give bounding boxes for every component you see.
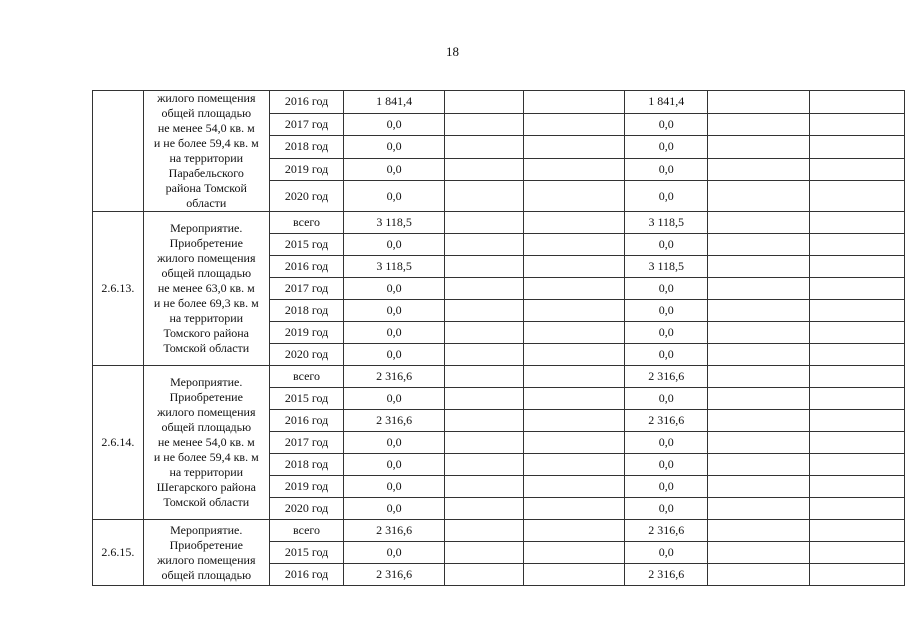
description-line: жилого помещения bbox=[157, 552, 256, 567]
year-cell: 2016 год bbox=[269, 410, 343, 432]
empty-cell bbox=[809, 212, 904, 234]
empty-cell bbox=[523, 498, 625, 520]
description-line: не менее 63,0 кв. м bbox=[157, 281, 255, 295]
empty-cell bbox=[809, 136, 904, 159]
empty-cell bbox=[707, 542, 809, 564]
empty-cell bbox=[523, 181, 625, 212]
table-row bbox=[93, 520, 905, 542]
empty-cell bbox=[707, 91, 809, 114]
empty-cell bbox=[707, 300, 809, 322]
table-body bbox=[93, 91, 905, 586]
empty-cell bbox=[707, 454, 809, 476]
description-line: области bbox=[186, 196, 227, 210]
value-cell: 0,0 bbox=[344, 300, 445, 322]
description-line: Мероприятие. bbox=[170, 375, 243, 389]
value-cell: 0,0 bbox=[344, 322, 445, 344]
year-cell: 2017 год bbox=[269, 278, 343, 300]
empty-cell bbox=[707, 498, 809, 520]
value-cell: 0,0 bbox=[625, 234, 708, 256]
empty-cell bbox=[809, 432, 904, 454]
year-cell: 2016 год bbox=[269, 564, 343, 586]
year-cell: 2015 год bbox=[269, 234, 343, 256]
table-row bbox=[93, 91, 905, 114]
value-cell: 3 118,5 bbox=[344, 212, 445, 234]
empty-cell bbox=[445, 136, 524, 159]
empty-cell bbox=[707, 432, 809, 454]
empty-cell bbox=[523, 542, 625, 564]
item-description bbox=[143, 212, 269, 366]
year-cell: 2020 год bbox=[269, 181, 343, 212]
empty-cell bbox=[707, 212, 809, 234]
empty-cell bbox=[445, 520, 524, 542]
item-description bbox=[143, 366, 269, 520]
empty-cell bbox=[707, 136, 809, 159]
empty-cell bbox=[809, 542, 904, 564]
value-cell: 0,0 bbox=[625, 158, 708, 181]
empty-cell bbox=[523, 234, 625, 256]
empty-cell bbox=[707, 476, 809, 498]
description-line: Приобретение bbox=[169, 236, 243, 250]
empty-cell bbox=[445, 542, 524, 564]
value-cell: 0,0 bbox=[344, 181, 445, 212]
empty-cell bbox=[523, 520, 625, 542]
empty-cell bbox=[707, 158, 809, 181]
empty-cell bbox=[809, 498, 904, 520]
description-line: не менее 54,0 кв. м bbox=[157, 121, 255, 135]
empty-cell bbox=[809, 366, 904, 388]
empty-cell bbox=[809, 113, 904, 136]
empty-cell bbox=[523, 410, 625, 432]
empty-cell bbox=[809, 158, 904, 181]
description-line: общей площадью bbox=[161, 266, 252, 280]
value-cell: 3 118,5 bbox=[344, 256, 445, 278]
value-cell: 0,0 bbox=[344, 498, 445, 520]
value-cell: 2 316,6 bbox=[625, 366, 708, 388]
year-cell: 2019 год bbox=[269, 322, 343, 344]
empty-cell bbox=[445, 366, 524, 388]
empty-cell bbox=[707, 388, 809, 410]
empty-cell bbox=[809, 454, 904, 476]
year-cell: 2015 год bbox=[269, 542, 343, 564]
value-cell: 2 316,6 bbox=[625, 410, 708, 432]
empty-cell bbox=[523, 476, 625, 498]
value-cell: 0,0 bbox=[625, 498, 708, 520]
empty-cell bbox=[445, 212, 524, 234]
description-line: Парабельского bbox=[168, 166, 244, 180]
year-cell: 2016 год bbox=[269, 256, 343, 278]
value-cell: 2 316,6 bbox=[344, 520, 445, 542]
value-cell: 0,0 bbox=[344, 278, 445, 300]
empty-cell bbox=[445, 344, 524, 366]
item-description bbox=[143, 520, 269, 586]
description-line: жилого помещения bbox=[157, 251, 256, 265]
empty-cell bbox=[523, 136, 625, 159]
description-line: не менее 54,0 кв. м bbox=[157, 435, 255, 449]
description-line: общей площадью bbox=[161, 106, 252, 120]
value-cell: 0,0 bbox=[344, 158, 445, 181]
empty-cell bbox=[809, 181, 904, 212]
value-cell: 2 316,6 bbox=[625, 520, 708, 542]
empty-cell bbox=[445, 410, 524, 432]
item-description bbox=[143, 91, 269, 212]
value-cell: 0,0 bbox=[344, 136, 445, 159]
value-cell: 0,0 bbox=[344, 388, 445, 410]
empty-cell bbox=[707, 234, 809, 256]
table-row bbox=[93, 212, 905, 234]
empty-cell bbox=[809, 476, 904, 498]
empty-cell bbox=[445, 432, 524, 454]
value-cell: 0,0 bbox=[625, 300, 708, 322]
empty-cell bbox=[445, 300, 524, 322]
value-cell: 0,0 bbox=[625, 432, 708, 454]
empty-cell bbox=[809, 91, 904, 114]
empty-cell bbox=[707, 410, 809, 432]
description-line: Мероприятие. bbox=[170, 522, 243, 537]
empty-cell bbox=[523, 113, 625, 136]
program-table bbox=[92, 90, 905, 586]
description-line: на территории bbox=[169, 311, 244, 325]
empty-cell bbox=[445, 388, 524, 410]
description-line: Приобретение bbox=[169, 390, 243, 404]
year-cell: 2019 год bbox=[269, 158, 343, 181]
description-line: жилого помещения bbox=[157, 405, 256, 419]
year-cell: 2019 год bbox=[269, 476, 343, 498]
year-cell: 2016 год bbox=[269, 91, 343, 114]
empty-cell bbox=[445, 498, 524, 520]
description-line: и не более 59,4 кв. м bbox=[153, 136, 259, 150]
value-cell: 0,0 bbox=[625, 344, 708, 366]
value-cell: 0,0 bbox=[625, 113, 708, 136]
empty-cell bbox=[445, 476, 524, 498]
empty-cell bbox=[445, 181, 524, 212]
empty-cell bbox=[523, 366, 625, 388]
description-line: общей площадью bbox=[161, 567, 252, 582]
description-line: общей площадью bbox=[161, 420, 252, 434]
empty-cell bbox=[707, 113, 809, 136]
empty-cell bbox=[809, 410, 904, 432]
empty-cell bbox=[523, 158, 625, 181]
table-row bbox=[93, 366, 905, 388]
empty-cell bbox=[445, 158, 524, 181]
description-line: Приобретение bbox=[169, 537, 243, 552]
empty-cell bbox=[707, 256, 809, 278]
value-cell: 1 841,4 bbox=[625, 91, 708, 114]
description-line: и не более 59,4 кв. м bbox=[153, 450, 259, 464]
empty-cell bbox=[445, 113, 524, 136]
empty-cell bbox=[809, 344, 904, 366]
year-cell: 2018 год bbox=[269, 454, 343, 476]
value-cell: 0,0 bbox=[344, 454, 445, 476]
description-line: Томской области bbox=[163, 495, 250, 509]
empty-cell bbox=[523, 256, 625, 278]
empty-cell bbox=[523, 300, 625, 322]
empty-cell bbox=[809, 300, 904, 322]
value-cell: 0,0 bbox=[344, 476, 445, 498]
empty-cell bbox=[445, 322, 524, 344]
empty-cell bbox=[809, 388, 904, 410]
value-cell: 2 316,6 bbox=[344, 410, 445, 432]
empty-cell bbox=[809, 564, 904, 586]
value-cell: 0,0 bbox=[344, 344, 445, 366]
empty-cell bbox=[523, 278, 625, 300]
value-cell: 0,0 bbox=[625, 542, 708, 564]
item-number bbox=[93, 91, 144, 212]
description-line: Томского района bbox=[163, 326, 250, 340]
empty-cell bbox=[445, 278, 524, 300]
item-number: 2.6.15. bbox=[93, 520, 144, 586]
year-cell: 2015 год bbox=[269, 388, 343, 410]
value-cell: 3 118,5 bbox=[625, 212, 708, 234]
year-cell: всего bbox=[269, 212, 343, 234]
value-cell: 0,0 bbox=[625, 136, 708, 159]
item-number: 2.6.14. bbox=[93, 366, 144, 520]
empty-cell bbox=[445, 256, 524, 278]
year-cell: 2017 год bbox=[269, 113, 343, 136]
empty-cell bbox=[809, 234, 904, 256]
value-cell: 0,0 bbox=[344, 432, 445, 454]
value-cell: 0,0 bbox=[344, 542, 445, 564]
empty-cell bbox=[809, 322, 904, 344]
empty-cell bbox=[707, 181, 809, 212]
value-cell: 0,0 bbox=[625, 278, 708, 300]
empty-cell bbox=[809, 278, 904, 300]
description-line: на территории bbox=[169, 465, 244, 479]
description-line: жилого помещения bbox=[157, 91, 256, 105]
value-cell: 2 316,6 bbox=[344, 564, 445, 586]
value-cell: 3 118,5 bbox=[625, 256, 708, 278]
empty-cell bbox=[707, 520, 809, 542]
empty-cell bbox=[523, 432, 625, 454]
empty-cell bbox=[445, 91, 524, 114]
description-line: Шегарского района bbox=[156, 480, 256, 494]
empty-cell bbox=[445, 454, 524, 476]
empty-cell bbox=[809, 520, 904, 542]
empty-cell bbox=[523, 388, 625, 410]
value-cell: 1 841,4 bbox=[344, 91, 445, 114]
value-cell: 2 316,6 bbox=[625, 564, 708, 586]
year-cell: всего bbox=[269, 520, 343, 542]
empty-cell bbox=[523, 322, 625, 344]
value-cell: 0,0 bbox=[344, 234, 445, 256]
description-line: Томской области bbox=[163, 341, 250, 355]
page-number: 18 bbox=[446, 44, 459, 59]
empty-cell bbox=[523, 454, 625, 476]
description-line: района Томской bbox=[165, 181, 247, 195]
value-cell: 0,0 bbox=[625, 388, 708, 410]
empty-cell bbox=[707, 366, 809, 388]
empty-cell bbox=[523, 91, 625, 114]
year-cell: 2020 год bbox=[269, 498, 343, 520]
empty-cell bbox=[707, 564, 809, 586]
empty-cell bbox=[707, 278, 809, 300]
empty-cell bbox=[523, 564, 625, 586]
empty-cell bbox=[445, 234, 524, 256]
item-number: 2.6.13. bbox=[93, 212, 144, 366]
value-cell: 0,0 bbox=[625, 322, 708, 344]
value-cell: 0,0 bbox=[344, 113, 445, 136]
empty-cell bbox=[707, 322, 809, 344]
year-cell: 2017 год bbox=[269, 432, 343, 454]
empty-cell bbox=[707, 344, 809, 366]
year-cell: 2020 год bbox=[269, 344, 343, 366]
description-line: на территории bbox=[169, 151, 244, 165]
value-cell: 0,0 bbox=[625, 454, 708, 476]
empty-cell bbox=[809, 256, 904, 278]
description-line: Мероприятие. bbox=[170, 221, 243, 235]
empty-cell bbox=[445, 564, 524, 586]
year-cell: 2018 год bbox=[269, 136, 343, 159]
description-line: и не более 69,3 кв. м bbox=[153, 296, 259, 310]
year-cell: 2018 год bbox=[269, 300, 343, 322]
value-cell: 0,0 bbox=[625, 181, 708, 212]
value-cell: 0,0 bbox=[625, 476, 708, 498]
empty-cell bbox=[523, 212, 625, 234]
year-cell: всего bbox=[269, 366, 343, 388]
empty-cell bbox=[523, 344, 625, 366]
value-cell: 2 316,6 bbox=[344, 366, 445, 388]
